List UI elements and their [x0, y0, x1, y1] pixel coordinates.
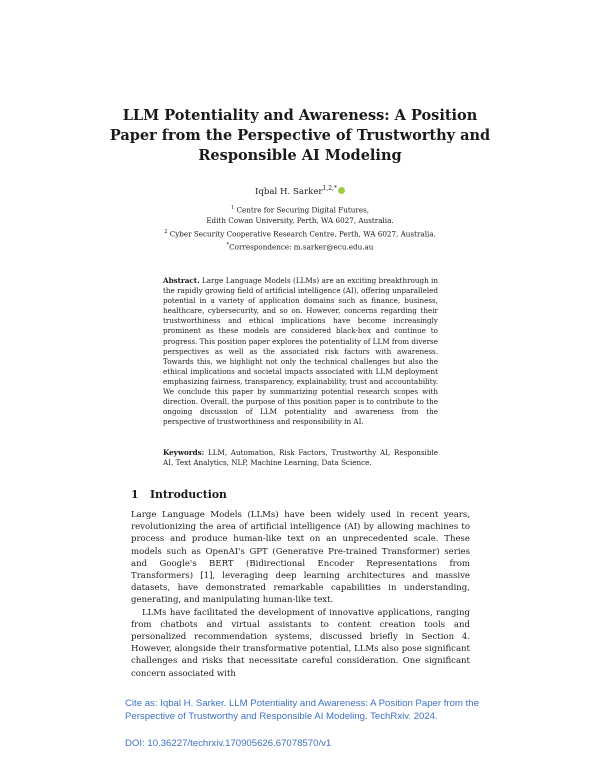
intro-paragraph-1: Large Language Models (LLMs) have been widely used in recent years, revolutionizing the area of artificial intelligence (AI) by allowing machines to process and produce human-like text on an unprecedented scale. These models such as OpenAI's GPT (Generative Pre-trained Transformer) series and Google's BERT (Bidirectional Encoder Representations from Transformers) [1], leveraging deep learning architectures and massive datasets, have demonstrated remarkable capabilities in understanding, generating, and manipulating human-like text. [131, 510, 470, 606]
affiliation-1-cont: Edith Cowan University, Perth, WA 6027, Australia. [206, 215, 394, 225]
author-line [0, 183, 600, 198]
section-title: Introduction [150, 488, 227, 501]
affiliation-2: $^2$ Cyber Security Cooperative Research Centre, Perth, WA 6027, Australia. [164, 228, 436, 238]
affiliations [0, 203, 600, 253]
doi-link[interactable]: DOI: 10.36227/techrxiv.170905626.67078570/v1 [125, 738, 332, 749]
intro-body [131, 509, 470, 680]
keywords-text: LLM, Automation, Risk Factors, Trustworthy AI, Responsible AI, Text Analytics, NLP, Machine Learning, Data Science. [163, 448, 438, 468]
correspondence: *Correspondence: m.sarker@ecu.edu.au [226, 241, 374, 251]
author-affiliation-marks: 1,2,* [322, 185, 337, 192]
abstract-text: Large Language Models (LLMs) are an exciting breakthrough in the rapidly growing field of artificial intelligence (AI), offering unparalleled potential in a variety of application domains such as finance, business, healthcare, cybersecurity, and so on. However, concerns regarding their trustworthiness and ethical implications have become increasingly prominent as these models are considered black-box and continue to progress. This position paper explores the potentiality of LLM from diverse perspectives as well as the associated risk factors with awareness. Towards this, we highlight not only the technical challenges but also the ethical implications and societal impacts associated with LLM deployment emphasizing fairness, transparency, explainability, trust and accountability. We conclude this paper by summarizing potential research scopes with direction. Overall, the purpose of this position paper is to contribute to the ongoing discussion of LLM potentiality and awareness from the perspective of trustworthiness and responsibility in AI. [163, 276, 438, 427]
author-name: Iqbal H. Sarker [255, 186, 323, 197]
intro-paragraph-2: LLMs have facilitated the development of innovative applications, ranging from chatbots and virtual assistants to content creation tools and personalized recommendation systems, discussed briefly in Section 4. However, alongside their transformative potential, LLMs also pose significant challenges and risks that necessitate careful consideration. One significant concern associated with [131, 607, 470, 679]
affiliation-1: $^1$ Centre for Securing Digital Futures, [230, 205, 370, 215]
abstract-label: Abstract. [163, 276, 200, 285]
paper-title: LLM Potentiality and Awareness: A Position Paper from the Perspective of Trustworthy and Responsible AI Modeling [109, 107, 491, 164]
section-heading [131, 488, 471, 501]
keywords [163, 448, 438, 468]
orcid-icon[interactable] [338, 187, 345, 194]
section-number: 1 [131, 488, 139, 501]
cite-as-link[interactable]: Cite as: Iqbal H. Sarker. LLM Potentiality and Awareness: A Position Paper from the Perspective of Trustworthy and Responsible AI Modeling. TechRxiv. 2024. [125, 698, 479, 722]
abstract [163, 276, 438, 427]
keywords-label: Keywords: [163, 448, 205, 457]
